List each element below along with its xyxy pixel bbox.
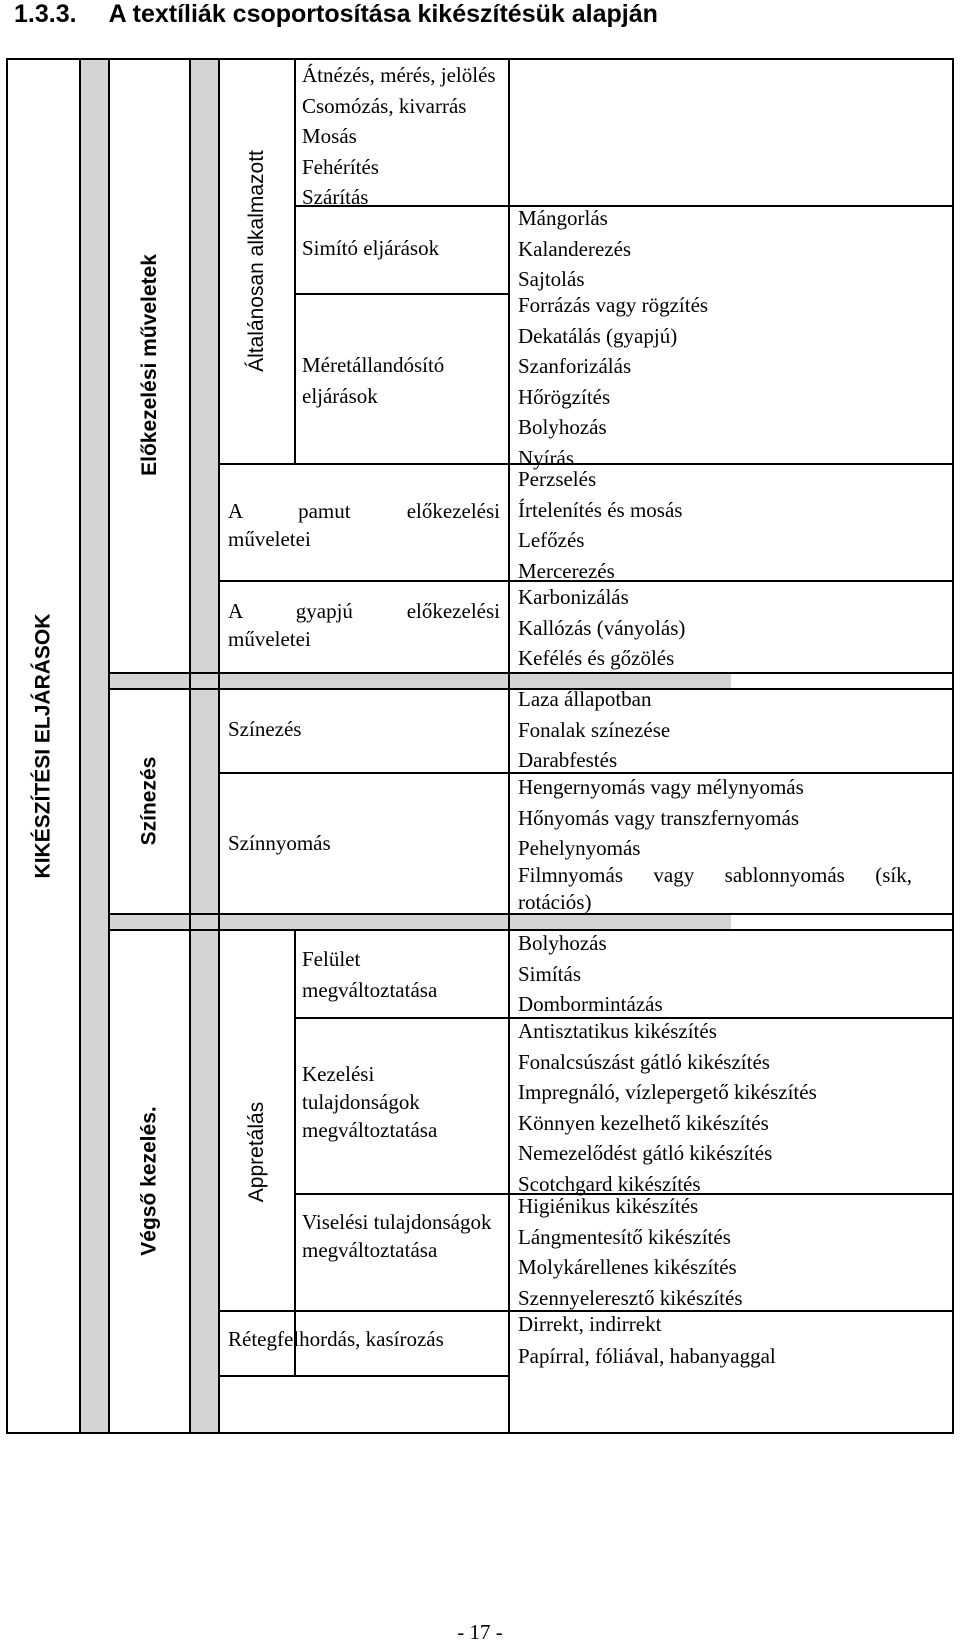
list-item: Papírral, fóliával, habanyaggal xyxy=(518,1344,776,1368)
list-item: Kallózás (ványolás) xyxy=(518,615,686,640)
list-item: Scotchgard kikészítés xyxy=(518,1171,701,1196)
felulet-items xyxy=(518,928,663,1020)
section-szinezes: Színezés xyxy=(137,756,161,845)
szinezes-items xyxy=(518,684,670,776)
list-item: Szárítás xyxy=(302,185,369,209)
list-item: Átnézés, mérés, jelölés xyxy=(302,63,496,87)
main-title: KIKÉSZÍTÉSI ELJÁRÁSOK xyxy=(31,613,55,879)
list-item: Hengernyomás vagy mélynyomás xyxy=(518,775,804,799)
simito-label: Simító eljárások xyxy=(302,236,440,260)
list-item: Bolyhozás xyxy=(518,415,607,439)
gray-strip-2 xyxy=(191,58,220,1434)
pamut-label-line2: műveletei xyxy=(228,527,311,551)
list-item: Könnyen kezelhető kikészítés xyxy=(518,1110,769,1135)
section-number: 1.3.3. xyxy=(14,0,77,28)
list-item: Nyírás xyxy=(518,445,574,470)
szinezes-label: Színezés xyxy=(228,717,302,741)
classification-diagram xyxy=(6,58,954,1434)
gray-strip-1 xyxy=(81,58,110,1434)
list-item: Dombormintázás xyxy=(518,992,663,1016)
list-item: Bolyhozás xyxy=(518,931,607,955)
list-item: Mercerezés xyxy=(518,558,615,583)
list-item: Fonalcsúszást gátló kikészítés xyxy=(518,1049,770,1074)
list-item: Simítás xyxy=(518,961,582,986)
list-item: Forrázás vagy rögzítés xyxy=(518,293,709,317)
page-number: - 17 - xyxy=(457,1620,503,1644)
list-item: Perzselés xyxy=(518,467,597,491)
gyapju-items xyxy=(518,582,685,674)
list-item: Karbonizálás xyxy=(518,585,629,609)
meretallandosito-label: Méretállandósító eljárások xyxy=(302,353,445,408)
list-item: Mángorlás xyxy=(518,206,608,230)
list-item: Higiénikus kikészítés xyxy=(518,1194,699,1218)
list-item: Antisztatikus kikészítés xyxy=(518,1019,717,1043)
list-item: Fehérítés xyxy=(302,154,379,179)
section-elokezelesi: Előkezelési műveletek xyxy=(137,254,161,476)
list-item: Nemezelődést gátló kikészítés xyxy=(518,1141,773,1165)
list-item: Pehelynyomás xyxy=(518,836,641,860)
list-item: Dekatálás (gyapjú) xyxy=(518,323,678,348)
list-item: Sajtolás xyxy=(518,267,585,291)
retegfelhordas-items xyxy=(518,1308,776,1372)
list-item: Darabfestés xyxy=(518,748,618,772)
simito-items xyxy=(518,203,631,295)
kezelesi-label: Kezelési tulajdonságok megváltoztatása xyxy=(302,1062,438,1142)
gyapju-label-line1: A gyapjú előkezelési xyxy=(228,599,500,623)
kezelesi-items xyxy=(518,1016,817,1199)
pamut-items xyxy=(518,464,682,586)
list-item: Lefőzés xyxy=(518,528,585,552)
list-item: Csomózás, kivarrás xyxy=(302,93,467,118)
list-item: Hőnyomás vagy transzfernyomás xyxy=(518,805,800,830)
list-item: Dirrekt, indirrekt xyxy=(518,1312,662,1336)
viselesi-label: Viselési tulajdonságok megváltoztatása xyxy=(302,1210,492,1262)
list-item: Lángmentesítő kikészítés xyxy=(518,1224,731,1249)
subsection-altalanosan: Általánosan alkalmazott xyxy=(245,149,269,372)
list-item: Mosás xyxy=(302,124,357,148)
list-item: Laza állapotban xyxy=(518,687,652,711)
list-item: Szanforizálás xyxy=(518,354,632,378)
subsection-appretalas: Appretálás xyxy=(245,1101,268,1203)
pamut-label-line1: A pamut előkezelési xyxy=(228,499,500,523)
list-item: Szennyeleresztő kikészítés xyxy=(518,1285,743,1310)
gyapju-label-line2: műveletei xyxy=(228,627,311,651)
list-item: Molykárellenes kikészítés xyxy=(518,1255,737,1279)
section-heading xyxy=(14,0,658,29)
list-item: Hőrögzítés xyxy=(518,384,611,409)
list-item: Kalanderezés xyxy=(518,236,632,261)
retegfelhordas-label: Rétegfelhordás, kasírozás xyxy=(228,1327,444,1351)
list-item: Fonalak színezése xyxy=(518,717,671,742)
szinnyomas-last-item: Filmnyomás vagy sablonnyomás (sík, rotációs) xyxy=(518,863,912,914)
section-title: A textíliák csoportosítása kikészítésük alapján xyxy=(108,0,658,28)
szinnyomas-label: Színnyomás xyxy=(228,831,331,855)
szinnyomas-items xyxy=(518,772,804,864)
viselesi-items xyxy=(518,1191,743,1313)
list-item: Kefélés és gőzölés xyxy=(518,646,675,670)
meretallandosito-items xyxy=(518,290,708,473)
list-item: Írtelenítés és mosás xyxy=(518,497,683,522)
section-vegso-kezeles: Végső kezelés. xyxy=(137,1105,161,1256)
list-item: Impregnáló, vízlepergető kikészítés xyxy=(518,1080,817,1104)
general-items-list xyxy=(302,60,496,213)
felulet-label: Felület megváltoztatása xyxy=(302,947,438,1002)
